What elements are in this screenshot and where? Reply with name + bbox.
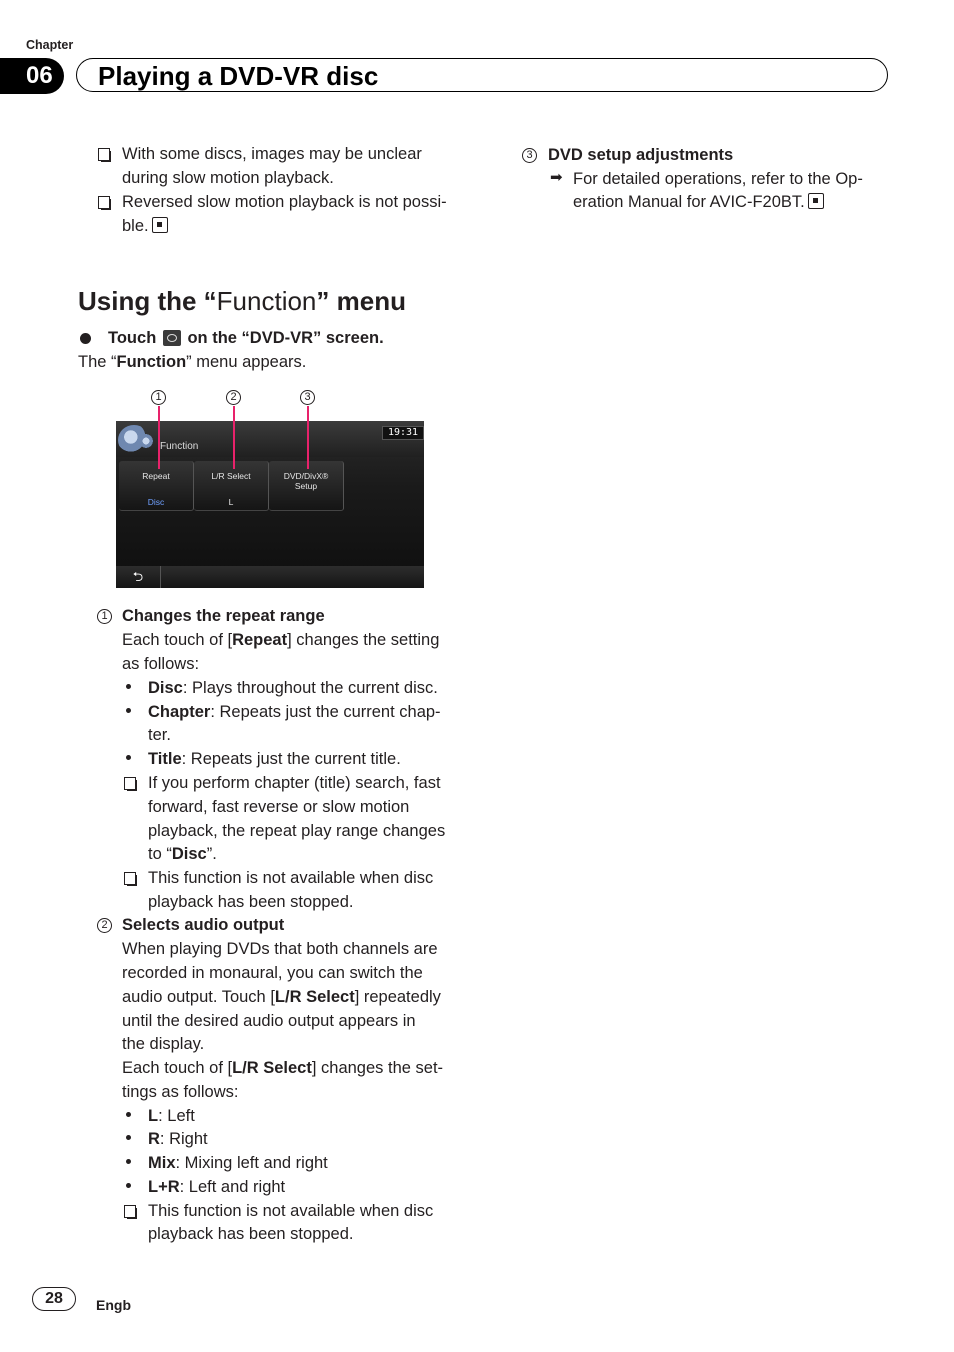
function-menu-icon [163,330,181,346]
gear-icon [138,433,154,449]
callout-line [233,421,235,469]
option-text: Disc: Plays throughout the current disc. [148,679,438,697]
item-heading: Selects audio output [122,916,285,934]
option-text: ter. [148,726,171,744]
item-text: When playing DVDs that both channels are [122,940,438,958]
screen-topbar [116,421,424,457]
bullet-icon [126,755,131,760]
note-text: This function is not available when disc [148,869,434,887]
note-text: playback has been stopped. [148,1225,354,1243]
item-text: audio output. Touch [L/R Select] repeatedly [122,988,441,1006]
checkbox-note-icon [98,196,110,209]
screen-title: Function [160,441,199,452]
button-label: L/R Select [211,471,251,481]
item-number: 1 [97,609,112,624]
item-text: recorded in monaural, you can switch the [122,964,423,982]
button-value: Disc [147,497,165,507]
option-text: L+R: Left and right [148,1178,286,1196]
bullet-icon [126,1183,131,1188]
bullet-icon [126,684,131,689]
button-label: DVD/DivX® Setup [283,471,329,491]
note-text: during slow motion playback. [122,169,334,187]
page-number: 28 [32,1287,76,1311]
callout-2: 2 [226,390,241,405]
callout-line [158,421,160,469]
checkbox-note-icon [124,777,136,790]
lr-select-button[interactable] [194,461,269,511]
option-text: Mix: Mixing left and right [148,1154,328,1172]
item-text: Each touch of [Repeat] changes the setting [122,631,440,649]
bullet-icon [126,1135,131,1140]
note-text: With some discs, images may be unclear [122,145,422,163]
callout-1: 1 [151,390,166,405]
section-heading: Using the “Function” menu [78,286,406,316]
step-instruction: Touch on the “DVD-VR” screen. [108,329,384,347]
arrow-right-icon: ➡ [550,169,563,186]
checkbox-note-icon [98,148,110,161]
note-text: playback, the repeat play range changes [148,822,446,840]
item-text: as follows: [122,655,200,673]
note-text: ble. [122,214,168,238]
step-bullet-icon [80,333,91,344]
repeat-button[interactable] [119,461,194,511]
end-mark-icon [808,193,824,209]
clock: 19:31 [382,426,424,440]
checkbox-note-icon [124,872,136,885]
note-text: forward, fast reverse or slow motion [148,798,410,816]
page-title: Playing a DVD-VR disc [98,61,379,91]
bullet-icon [126,1159,131,1164]
button-value: L [228,497,234,507]
function-menu-screenshot [116,421,424,588]
callout-3: 3 [300,390,315,405]
chapter-label: Chapter [26,38,74,52]
option-text: L: Left [148,1107,195,1125]
button-label: Repeat [142,471,170,481]
step-result: The “Function” menu appears. [78,353,307,371]
item-text: For detailed operations, refer to the Op- [573,170,863,188]
checkbox-note-icon [124,1205,136,1218]
callout-line [307,421,309,469]
note-text: playback has been stopped. [148,893,354,911]
end-mark-icon [152,217,168,233]
callout-line [307,406,309,421]
item-number: 2 [97,918,112,933]
item-text: the display. [122,1035,205,1053]
callout-line [233,406,235,421]
back-arrow-icon[interactable]: ⮌ [116,566,161,588]
bullet-icon [126,1112,131,1117]
note-text: Reversed slow motion playback is not possi- [122,193,447,211]
callout-line [158,406,160,421]
item-heading: Changes the repeat range [122,607,325,625]
note-text: If you perform chapter (title) search, fast [148,774,441,792]
chapter-number: 06 [0,58,64,94]
item-text: tings as follows: [122,1083,239,1101]
screen-bottombar [116,566,424,588]
option-text: Chapter: Repeats just the current chap- [148,703,441,721]
item-number: 3 [522,148,537,163]
item-heading: DVD setup adjustments [548,146,734,164]
note-text: This function is not available when disc [148,1202,434,1220]
option-text: R: Right [148,1130,208,1148]
note-text: to “Disc”. [148,845,217,863]
bullet-icon [126,708,131,713]
option-text: Title: Repeats just the current title. [148,750,401,768]
item-text: until the desired audio output appears in [122,1012,416,1030]
item-text: eration Manual for AVIC-F20BT. [573,190,824,214]
item-text: Each touch of [L/R Select] changes the set- [122,1059,444,1077]
language-code: Engb [96,1297,131,1313]
